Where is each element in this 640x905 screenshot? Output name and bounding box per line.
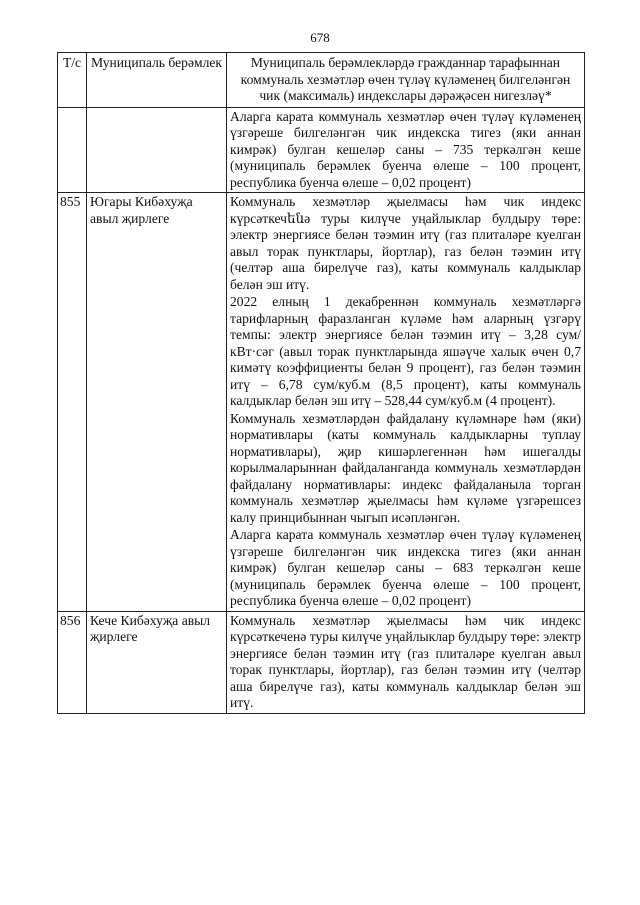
row-municipality: Кече Кибәхуҗа авыл җирлеге	[87, 611, 227, 713]
justification-paragraph: Коммуналь хезмәтләрдән файдалану күләмнәре һәм (яки) нормативлары (каты коммуналь калдыкларны туплау нормативлары), җир кишәрлегеннән һәм ишегалды корылмаларыннан файдаланганда коммуналь хезмәтләрдән файдалану нормативлары: индекс файдаланыла торган коммуналь хезмәтләр җыелмасы һәм күләме үзгәрешсез калу принцибыннан чыгып исәпләнгән.	[230, 410, 581, 525]
table-header	[58, 53, 585, 108]
row-number: 856	[58, 611, 87, 713]
row-number: 855	[58, 193, 87, 612]
header-num: Т/с	[58, 53, 87, 108]
justification-paragraph: Аларга карата коммуналь хезмәтләр өчен түләү күләменең үзгәреше билгеләнгән чик индекска тигез (яки аннан кимрәк) булган кешеләр саны – 683 теркәлгән кеше (муниципаль берәмлек буенча өлеше – 100 процент, республика буенча өлеше – 0,02 процент)	[230, 527, 581, 608]
header-row	[58, 53, 585, 108]
table-row	[58, 107, 585, 193]
row-justification	[227, 107, 585, 193]
row-municipality: Югары Кибәхуҗа авыл җирлеге	[87, 193, 227, 612]
table-row	[58, 193, 585, 612]
header-municipality: Муниципаль берәмлек	[87, 53, 227, 108]
table-row	[58, 611, 585, 713]
page-number: 678	[310, 30, 330, 45]
row-municipality	[87, 107, 227, 193]
justification-paragraph: Коммуналь хезмәтләр җыелмасы һәм чик индекс күрсәткеченә туры килүче уңайлыклар булдыру төре: электр энергиясе белән тәэмин итү (газ плиталәре куелган авыл торак пунктлары, йортлар), газ белән тәэмин итү (челтәр аша бирелүче газ), каты коммуналь калдыклар белән эш итү.	[230, 612, 581, 710]
justification-paragraph: Аларга карата коммуналь хезмәтләр өчен түләү күләменең үзгәреше билгеләнгән чик индекска тигез (яки аннан кимрәк) булган кешеләр саны – 735 теркәлгән кеше (муниципаль берәмлек буенча өлеше – 100 процент, республика буенча өлеше – 0,02 процент)	[230, 108, 581, 190]
justification-paragraph: Коммуналь хезмәтләр җыелмасы һәм чик индекс күрсәткечենә туры килүче уңайлыклар булдыру төре: электр энергиясе белән тәэмин итү (газ плиталәре куелган авыл торак пунктлары, йортлар), газ белән тәэмин итү (челтәр аша бирелүче газ), каты коммуналь калдыклар белән эш итү.	[230, 194, 581, 292]
municipal-index-table	[57, 52, 585, 714]
row-justification	[227, 193, 585, 612]
table-body	[58, 107, 585, 713]
row-number	[58, 107, 87, 193]
justification-paragraph: 2022 елның 1 декабреннән коммуналь хезмәтләргә тарифларның фаразланган күләме һәм аларның үзгәрү темпы: электр энергиясе белән тәэмин итү – 3,28 сум/кВт·сәг (авыл торак пунктларында яшәүче халык өчен 0,7 кимәтү коэффициенты белән 9 процент), газ белән тәэмин итү – 6,78 сум/куб.м (8,5 процент), каты коммуналь калдыклар белән эш итү – 528,44 сум/куб.м (4 процент).	[230, 294, 581, 408]
header-indices: Муниципаль берәмлекләрдә гражданнар тарафыннан коммуналь хезмәтләр өчен түләү күләменең билгеләнгән чик (максималь) индекслары дәрәҗәсен нигезләү*	[227, 53, 585, 108]
row-justification	[227, 611, 585, 713]
